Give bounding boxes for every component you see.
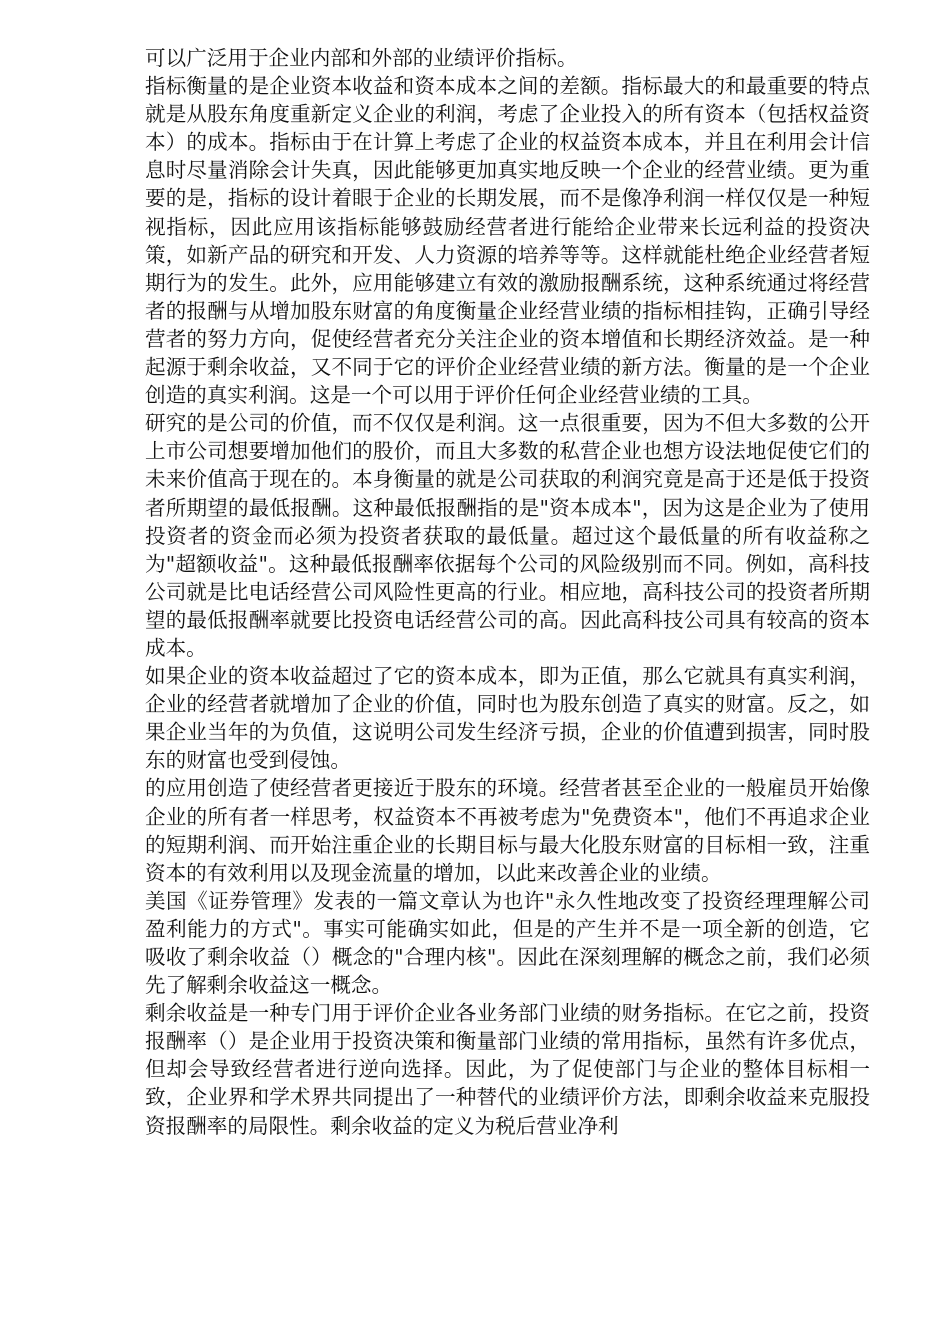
paragraph-6: 美国《证券管理》发表的一篇文章认为也许"永久性地改变了投资经理理解公司盈利能力的方式"。事实可能确实如此，但是的产生并不是一项全新的创造，它吸收了剩余收益（）概念的"合理内核"。因此在深刻理解的概念之前，我们必须先了解剩余收益这一概念。 [145, 888, 870, 998]
document-page [145, 44, 870, 1140]
paragraph-1: 可以广泛用于企业内部和外部的业绩评价指标。 [145, 46, 578, 70]
paragraph-7: 剩余收益是一种专门用于评价企业各业务部门业绩的财务指标。在它之前，投资报酬率（）是企业用于投资决策和衡量部门业绩的常用指标，虽然有许多优点，但却会导致经营者进行逆向选择。因此，为了促使部门与企业的整体目标相一致，企业界和学术界共同提出了一种替代的业绩评价方法，即剩余收益来克服投资报酬率的局限性。剩余收益的定义为税后营业净利 [145, 1001, 870, 1138]
paragraph-4: 如果企业的资本收益超过了它的资本成本，即为正值，那么它就具有真实利润，企业的经营者就增加了企业的价值，同时也为股东创造了真实的财富。反之，如果企业当年的为负值，这说明公司发生经济亏损，企业的价值遭到损害，同时股东的财富也受到侵蚀。 [145, 664, 870, 773]
paragraph-5: 的应用创造了使经营者更接近于股东的环境。经营者甚至企业的一般雇员开始像企业的所有者一样思考，权益资本不再被考虑为"免费资本"，他们不再追求企业的短期利润、而开始注重企业的长期目标与最大化股东财富的目标相一致，注重资本的有效利用以及现金流量的增加，以此来改善企业的业绩。 [145, 776, 870, 885]
paragraph-2: 指标衡量的是企业资本收益和资本成本之间的差额。指标最大的和最重要的特点就是从股东角度重新定义企业的利润，考虑了企业投入的所有资本（包括权益资本）的成本。指标由于在计算上考虑了企业的权益资本成本，并且在利用会计信息时尽量消除会计失真，因此能够更加真实地反映一个企业的经营业绩。更为重要的是，指标的设计着眼于企业的长期发展，而不是像净利润一样仅仅是一种短视指标，因此应用该指标能够鼓励经营者进行能给企业带来长远利益的投资决策，如新产品的研究和开发、人力资源的培养等等。这样就能杜绝企业经营者短期行为的发生。此外，应用能够建立有效的激励报酬系统，这种系统通过将经营者的报酬与从增加股东财富的角度衡量企业经营业绩的指标相挂钩，正确引导经营者的努力方向，促使经营者充分关注企业的资本增值和长期经济效益。是一种起源于剩余收益，又不同于它的评价企业经营业绩的新方法。衡量的是一个企业创造的真实利润。这是一个可以用于评价任何企业经营业绩的工具。 [145, 74, 870, 408]
paragraph-3: 研究的是公司的价值，而不仅仅是利润。这一点很重要，因为不但大多数的公开上市公司想要增加他们的股价，而且大多数的私营企业也想方设法地促使它们的未来价值高于现在的。本身衡量的就是公司获取的利润究竟是高于还是低于投资者所期望的最低报酬。这种最低报酬指的是"资本成本"，因为这是企业为了使用投资者的资金而必须为投资者获取的最低量。超过这个最低量的所有收益称之为"超额收益"。这种最低报酬率依据每个公司的风险级别而不同。例如，高科技公司就是比电话经营公司风险性更高的行业。相应地，高科技公司的投资者所期望的最低报酬率就要比投资电话经营公司的高。因此高科技公司具有较高的资本成本。 [145, 411, 870, 660]
